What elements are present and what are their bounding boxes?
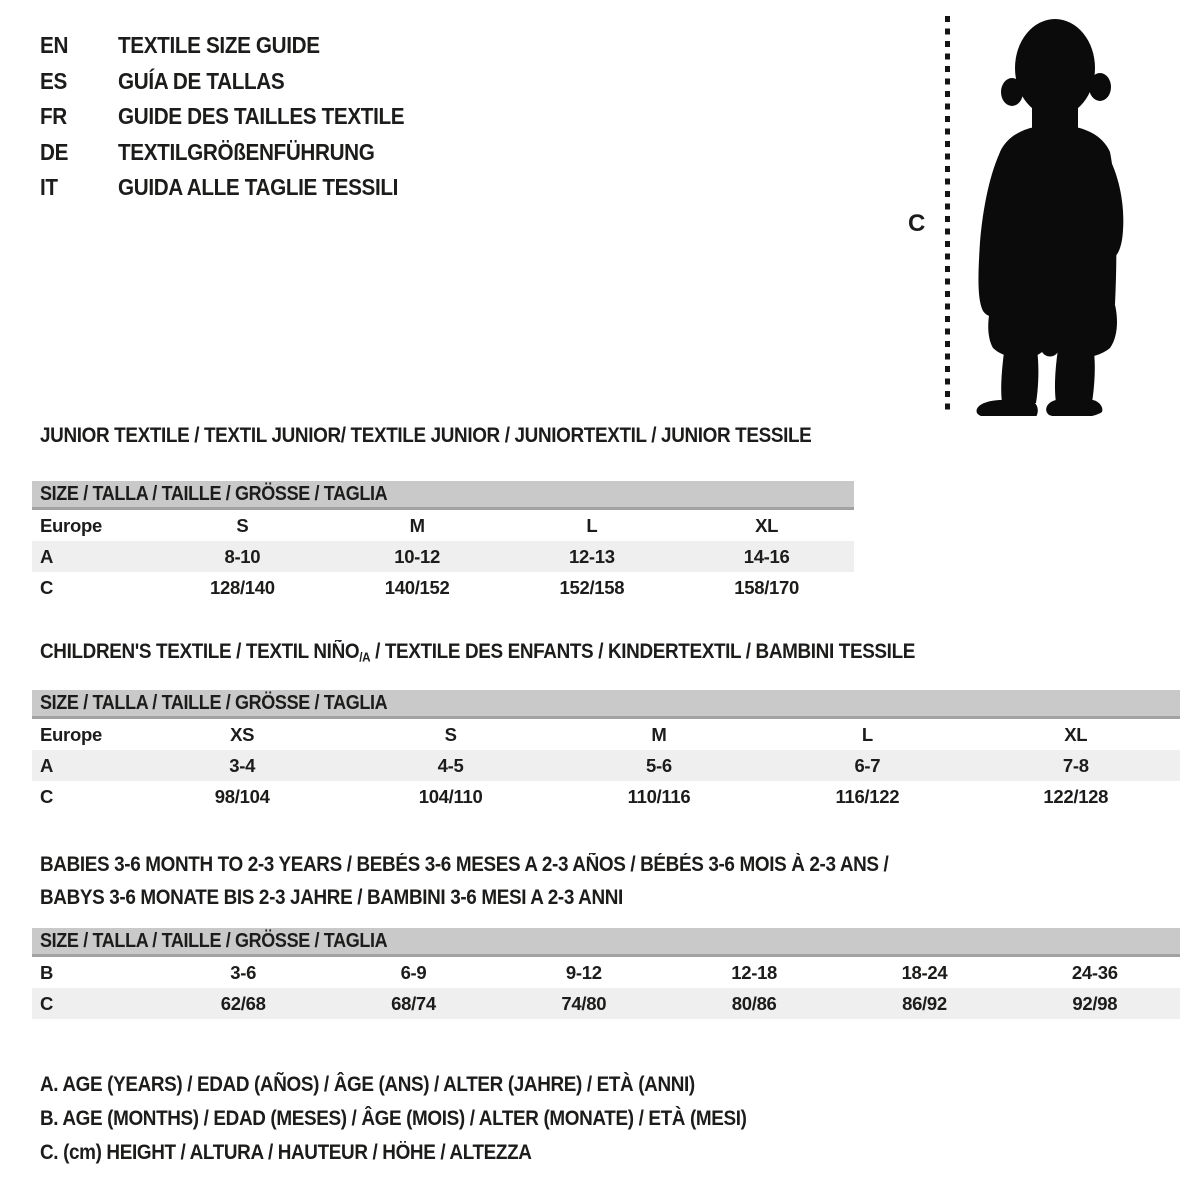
row-label: Europe [40,723,102,745]
row-label: C [32,988,158,1019]
children-section-heading: CHILDREN'S TEXTILE / TEXTIL $NIÑO_{/A}$ / TEXTILE DES ENFANTS / KINDERTEXTIL / BAMBINI TESSILE [40,640,916,665]
table-cell: 128/140 [209,576,275,598]
table-row-height [32,988,1180,1019]
babies-heading-line2: BABYS 3-6 MONATE BIS 2-3 JAHRE / BAMBINI 3-6 MESI A 2-3 ANNI [40,886,623,909]
language-row-fr [40,99,436,135]
table-cell: 12-18 [731,961,778,983]
nino-a-subscript: /A [359,649,371,665]
table-cell: XL [1064,723,1088,745]
language-code: FR [40,103,67,130]
table-cell: 12-13 [505,541,680,572]
language-code: EN [40,32,69,59]
table-cell: 80/86 [669,988,839,1019]
table-cell: 62/68 [158,988,328,1019]
row-label: C [40,576,54,598]
row-label: A [32,750,138,781]
table-cell: 152/158 [559,576,625,598]
language-title: GUÍA DE TALLAS [118,67,285,94]
legend-line-b: B. AGE (MONTHS) / EDAD (MESES) / ÂGE (MOIS) / ALTER (MONATE) / ETÀ (MESI) [40,1107,747,1130]
row-label: B [40,961,54,983]
children-table-block [32,690,1180,812]
table-row-months [32,957,1180,988]
table-cell: 8-10 [155,541,330,572]
table-cell: 140/152 [384,576,450,598]
table-cell: S [444,723,457,745]
size-header-bar: SIZE / TALLA / TAILLE / GRÖSSE / TAGLIA [32,690,1180,719]
table-cell: 3-6 [230,961,257,983]
table-cell: 68/74 [328,988,498,1019]
junior-section-heading: JUNIOR TEXTILE / TEXTIL JUNIOR/ TEXTILE JUNIOR / JUNIORTEXTIL / JUNIOR TESSILE [40,424,812,447]
table-row-height [32,781,1180,812]
language-code: DE [40,138,69,165]
language-row-de [40,135,436,171]
table-cell: 6-9 [400,961,427,983]
table-cell: 24-36 [1071,961,1118,983]
table-cell: 158/170 [734,576,800,598]
size-header-bar: SIZE / TALLA / TAILLE / GRÖSSE / TAGLIA [32,928,1180,957]
row-label: C [40,785,54,807]
language-title: GUIDE DES TAILLES TEXTILE [118,103,405,130]
table-cell: M [409,514,425,536]
table-cell: 9-12 [565,961,602,983]
babies-table-block [32,928,1180,1019]
language-list [40,28,436,206]
children-size-table [32,719,1180,812]
babies-size-table [32,957,1180,1019]
table-cell: 86/92 [839,988,1009,1019]
table-row-age [32,541,854,572]
table-cell: 4-5 [346,750,554,781]
table-cell: 110/116 [627,785,691,807]
table-cell: 104/110 [418,785,483,807]
legend-line-c: C. (cm) HEIGHT / ALTURA / HAUTEUR / HÖHE / ALTEZZA [40,1141,532,1164]
table-cell: 92/98 [1010,988,1180,1019]
table-row-europe [32,510,854,541]
table-cell: XL [755,514,779,536]
row-label: A [32,541,155,572]
table-cell: 10-12 [330,541,505,572]
language-code: IT [40,174,58,201]
junior-table-block [32,481,854,603]
row-label: Europe [40,514,102,536]
language-title: TEXTILGRÖßENFÜHRUNG [118,138,375,165]
table-cell: 3-4 [138,750,346,781]
junior-size-table [32,510,854,603]
table-row-age [32,750,1180,781]
table-cell: M [651,723,667,745]
language-row-it [40,170,436,206]
height-measure-label: C [908,210,926,237]
legend-line-a: A. AGE (YEARS) / EDAD (AÑOS) / ÂGE (ANS) / ALTER (JAHRE) / ETÀ (ANNI) [40,1073,695,1096]
table-cell: 7-8 [972,750,1180,781]
table-cell: XS [230,723,255,745]
table-cell: 116/122 [835,785,900,807]
table-cell: 6-7 [763,750,971,781]
language-title: TEXTILE SIZE GUIDE [118,32,320,59]
table-row-height [32,572,854,603]
table-cell: 5-6 [555,750,763,781]
toddler-silhouette-icon [950,12,1150,416]
table-cell: L [861,723,873,745]
language-row-es [40,64,436,100]
table-cell: S [236,514,249,536]
language-row-en [40,28,436,64]
table-cell: 74/80 [499,988,669,1019]
language-title: GUIDA ALLE TAGLIE TESSILI [118,174,399,201]
babies-heading-line1: BABIES 3-6 MONTH TO 2-3 YEARS / BEBÉS 3-6 MESES A 2-3 AÑOS / BÉBÉS 3-6 MOIS À 2-3 ANS / [40,853,889,876]
language-code: ES [40,67,67,94]
table-row-europe [32,719,1180,750]
babies-section-heading [40,848,983,914]
table-cell: 98/104 [214,785,270,807]
table-cell: 14-16 [679,541,854,572]
measurement-legend [40,1068,825,1170]
table-cell: 122/128 [1043,785,1109,807]
size-header-bar: SIZE / TALLA / TAILLE / GRÖSSE / TAGLIA [32,481,854,510]
table-cell: L [586,514,598,536]
table-cell: 18-24 [901,961,948,983]
